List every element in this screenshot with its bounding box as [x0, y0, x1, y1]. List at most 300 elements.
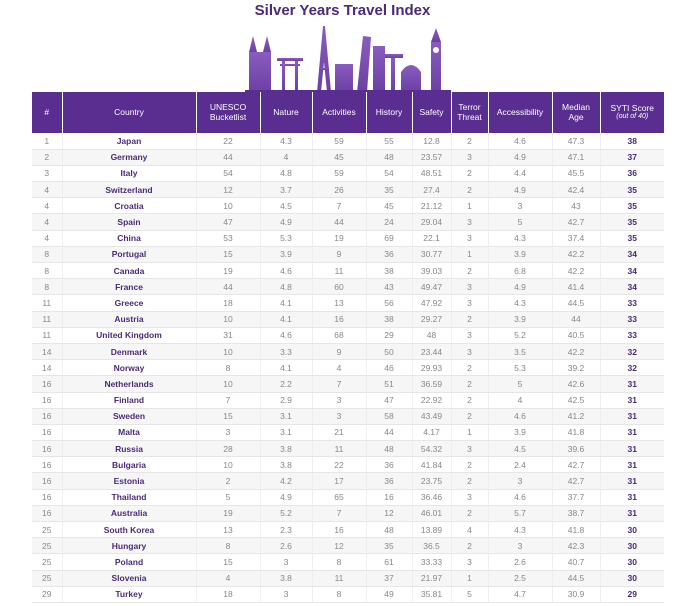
cell-median-age: 42.7 [552, 214, 600, 230]
header-median-age[interactable]: Median Age [552, 92, 600, 133]
cell-terror-threat: 2 [451, 133, 488, 149]
table-row [32, 165, 664, 181]
cell-accessibility: 6.8 [488, 263, 552, 279]
cell-accessibility: 5.7 [488, 505, 552, 521]
table-row [32, 279, 664, 295]
header-history[interactable]: History [366, 92, 412, 133]
cell-median-age: 40.5 [552, 327, 600, 343]
cell-safety: 30.77 [412, 246, 451, 262]
cell-rank: 3 [32, 165, 62, 181]
cell-activities: 16 [312, 522, 366, 538]
cell-history: 36 [366, 473, 412, 489]
cell-unesco: 47 [196, 214, 260, 230]
header-terror-threat[interactable]: Terror Threat [451, 92, 488, 133]
cell-accessibility: 4.6 [488, 408, 552, 424]
cell-rank: 11 [32, 327, 62, 343]
cell-country: Malta [62, 424, 196, 440]
table-row [32, 230, 664, 246]
cell-country: Hungary [62, 538, 196, 554]
cell-syti-score: 30 [600, 570, 664, 586]
cell-safety: 36.5 [412, 538, 451, 554]
cell-median-age: 42.2 [552, 263, 600, 279]
header-accessibility[interactable]: Accessibility [488, 92, 552, 133]
cell-rank: 25 [32, 570, 62, 586]
cell-safety: 29.27 [412, 311, 451, 327]
cell-terror-threat: 2 [451, 182, 488, 198]
cell-rank: 16 [32, 473, 62, 489]
cell-country: Croatia [62, 198, 196, 214]
cell-country: Slovenia [62, 570, 196, 586]
cell-rank: 25 [32, 554, 62, 570]
cell-activities: 19 [312, 230, 366, 246]
cell-nature: 4.9 [260, 489, 312, 505]
cell-rank: 11 [32, 311, 62, 327]
cell-rank: 11 [32, 295, 62, 311]
cell-activities: 8 [312, 586, 366, 602]
table-row [32, 424, 664, 440]
cell-activities: 12 [312, 538, 366, 554]
cell-activities: 45 [312, 149, 366, 165]
cell-history: 37 [366, 570, 412, 586]
cell-safety: 35.81 [412, 586, 451, 602]
cell-history: 43 [366, 279, 412, 295]
cell-nature: 3.1 [260, 424, 312, 440]
cell-nature: 3 [260, 554, 312, 570]
cell-history: 48 [366, 441, 412, 457]
cell-country: Turkey [62, 586, 196, 602]
header-safety[interactable]: Safety [412, 92, 451, 133]
cell-syti-score: 31 [600, 441, 664, 457]
cell-median-age: 41.8 [552, 522, 600, 538]
cell-unesco: 12 [196, 182, 260, 198]
cell-rank: 14 [32, 343, 62, 359]
cell-unesco: 10 [196, 376, 260, 392]
cell-syti-score: 35 [600, 182, 664, 198]
cell-median-age: 37.7 [552, 489, 600, 505]
cell-country: Poland [62, 554, 196, 570]
cell-rank: 8 [32, 279, 62, 295]
cell-history: 16 [366, 489, 412, 505]
cell-country: Switzerland [62, 182, 196, 198]
cell-unesco: 10 [196, 457, 260, 473]
cell-accessibility: 4.6 [488, 489, 552, 505]
table-row [32, 311, 664, 327]
cell-activities: 11 [312, 263, 366, 279]
header-activities[interactable]: Activities [312, 92, 366, 133]
cell-syti-score: 30 [600, 522, 664, 538]
cell-accessibility: 4.7 [488, 586, 552, 602]
cell-safety: 12.8 [412, 133, 451, 149]
cell-nature: 5.2 [260, 505, 312, 521]
cell-history: 29 [366, 327, 412, 343]
cell-country: Thailand [62, 489, 196, 505]
cell-rank: 16 [32, 424, 62, 440]
cell-country: Denmark [62, 343, 196, 359]
cell-country: Russia [62, 441, 196, 457]
cell-median-age: 37.4 [552, 230, 600, 246]
cell-terror-threat: 2 [451, 408, 488, 424]
cell-nature: 5.3 [260, 230, 312, 246]
cell-activities: 13 [312, 295, 366, 311]
cell-rank: 4 [32, 182, 62, 198]
cell-nature: 4.1 [260, 311, 312, 327]
cell-unesco: 5 [196, 489, 260, 505]
cell-syti-score: 31 [600, 489, 664, 505]
cell-country: Sweden [62, 408, 196, 424]
cell-syti-score: 30 [600, 538, 664, 554]
cell-nature: 3.7 [260, 182, 312, 198]
table-body [32, 133, 664, 602]
cell-unesco: 3 [196, 424, 260, 440]
cell-activities: 65 [312, 489, 366, 505]
cell-median-age: 43 [552, 198, 600, 214]
cell-median-age: 42.7 [552, 473, 600, 489]
cell-median-age: 42.7 [552, 457, 600, 473]
cell-accessibility: 4.3 [488, 230, 552, 246]
cell-history: 36 [366, 246, 412, 262]
cell-median-age: 42.3 [552, 538, 600, 554]
cell-syti-score: 30 [600, 554, 664, 570]
cell-median-age: 42.5 [552, 392, 600, 408]
cell-median-age: 39.6 [552, 441, 600, 457]
cell-safety: 54.32 [412, 441, 451, 457]
cell-country: Italy [62, 165, 196, 181]
cell-safety: 29.04 [412, 214, 451, 230]
header-syti-score-label: SYTI Score [610, 102, 654, 113]
table-row [32, 570, 664, 586]
cell-safety: 29.93 [412, 360, 451, 376]
cell-rank: 2 [32, 149, 62, 165]
cell-nature: 4.1 [260, 295, 312, 311]
cell-terror-threat: 5 [451, 586, 488, 602]
cell-median-age: 41.4 [552, 279, 600, 295]
header-unesco[interactable]: UNESCO Bucketlist [196, 92, 260, 133]
cell-country: Germany [62, 149, 196, 165]
cell-safety: 4.17 [412, 424, 451, 440]
cell-history: 58 [366, 408, 412, 424]
cell-median-age: 45.5 [552, 165, 600, 181]
table-row [32, 489, 664, 505]
cell-country: Australia [62, 505, 196, 521]
cell-activities: 3 [312, 408, 366, 424]
cell-terror-threat: 2 [451, 263, 488, 279]
cell-nature: 2.2 [260, 376, 312, 392]
cell-median-age: 41.2 [552, 408, 600, 424]
cell-history: 35 [366, 538, 412, 554]
cell-median-age: 42.4 [552, 182, 600, 198]
cell-median-age: 47.3 [552, 133, 600, 149]
cell-terror-threat: 3 [451, 295, 488, 311]
cell-safety: 21.97 [412, 570, 451, 586]
cell-terror-threat: 2 [451, 392, 488, 408]
cell-history: 36 [366, 457, 412, 473]
cell-unesco: 15 [196, 408, 260, 424]
cell-country: Greece [62, 295, 196, 311]
cell-terror-threat: 3 [451, 149, 488, 165]
cell-country: Japan [62, 133, 196, 149]
cell-syti-score: 34 [600, 263, 664, 279]
cell-terror-threat: 3 [451, 327, 488, 343]
cell-terror-threat: 3 [451, 214, 488, 230]
cell-terror-threat: 2 [451, 457, 488, 473]
cell-terror-threat: 3 [451, 279, 488, 295]
cell-rank: 16 [32, 489, 62, 505]
cell-safety: 41.84 [412, 457, 451, 473]
cell-safety: 22.92 [412, 392, 451, 408]
cell-country: China [62, 230, 196, 246]
cell-rank: 4 [32, 214, 62, 230]
cell-nature: 4.8 [260, 279, 312, 295]
cell-median-age: 41.8 [552, 424, 600, 440]
cell-rank: 1 [32, 133, 62, 149]
table-row [32, 473, 664, 489]
cell-unesco: 19 [196, 263, 260, 279]
cell-unesco: 44 [196, 279, 260, 295]
cell-syti-score: 32 [600, 343, 664, 359]
cell-median-age: 38.7 [552, 505, 600, 521]
cell-history: 55 [366, 133, 412, 149]
cell-safety: 36.46 [412, 489, 451, 505]
cell-safety: 48 [412, 327, 451, 343]
cell-country: Spain [62, 214, 196, 230]
cell-history: 51 [366, 376, 412, 392]
table-row [32, 441, 664, 457]
cell-nature: 4.6 [260, 263, 312, 279]
cell-nature: 2.6 [260, 538, 312, 554]
page-title: Silver Years Travel Index [254, 2, 431, 19]
cell-terror-threat: 2 [451, 311, 488, 327]
cell-syti-score: 35 [600, 214, 664, 230]
cell-terror-threat: 2 [451, 165, 488, 181]
table-row [32, 522, 664, 538]
header-country[interactable]: Country [62, 92, 196, 133]
table-row [32, 327, 664, 343]
cell-rank: 16 [32, 441, 62, 457]
cell-syti-score: 31 [600, 457, 664, 473]
cell-safety: 23.75 [412, 473, 451, 489]
cell-history: 48 [366, 149, 412, 165]
cell-activities: 22 [312, 457, 366, 473]
cell-accessibility: 4 [488, 392, 552, 408]
header-syti-score-sub: (out of 40) [616, 113, 649, 121]
cell-country: Bulgaria [62, 457, 196, 473]
cell-rank: 16 [32, 376, 62, 392]
table-row [32, 554, 664, 570]
cell-nature: 3.8 [260, 570, 312, 586]
cell-terror-threat: 2 [451, 473, 488, 489]
cell-terror-threat: 4 [451, 522, 488, 538]
cell-unesco: 18 [196, 586, 260, 602]
cell-country: Finland [62, 392, 196, 408]
header-rank[interactable]: # [32, 92, 62, 133]
cell-terror-threat: 3 [451, 554, 488, 570]
cell-activities: 26 [312, 182, 366, 198]
cell-syti-score: 36 [600, 165, 664, 181]
cell-nature: 4.2 [260, 473, 312, 489]
table-row [32, 214, 664, 230]
cell-activities: 68 [312, 327, 366, 343]
cell-history: 35 [366, 182, 412, 198]
table-row [32, 538, 664, 554]
cell-nature: 3.8 [260, 441, 312, 457]
cell-unesco: 8 [196, 538, 260, 554]
cell-activities: 21 [312, 424, 366, 440]
cell-unesco: 7 [196, 392, 260, 408]
cell-rank: 25 [32, 538, 62, 554]
cell-syti-score: 34 [600, 246, 664, 262]
cell-activities: 11 [312, 441, 366, 457]
cell-accessibility: 4.9 [488, 149, 552, 165]
cell-accessibility: 3.9 [488, 424, 552, 440]
cell-syti-score: 31 [600, 376, 664, 392]
cell-accessibility: 5.2 [488, 327, 552, 343]
cell-history: 49 [366, 586, 412, 602]
cell-history: 56 [366, 295, 412, 311]
cell-terror-threat: 3 [451, 343, 488, 359]
cell-nature: 2.3 [260, 522, 312, 538]
cell-unesco: 31 [196, 327, 260, 343]
cell-median-age: 42.2 [552, 343, 600, 359]
cell-rank: 8 [32, 246, 62, 262]
cell-unesco: 10 [196, 343, 260, 359]
cell-safety: 22.1 [412, 230, 451, 246]
cell-country: Canada [62, 263, 196, 279]
header-syti-score[interactable] [600, 92, 664, 133]
cell-country: Portugal [62, 246, 196, 262]
cell-unesco: 54 [196, 165, 260, 181]
cell-nature: 4.5 [260, 198, 312, 214]
cell-nature: 4.3 [260, 133, 312, 149]
cell-unesco: 44 [196, 149, 260, 165]
cell-terror-threat: 1 [451, 198, 488, 214]
cell-terror-threat: 3 [451, 441, 488, 457]
cell-median-age: 44.5 [552, 570, 600, 586]
cell-safety: 33.33 [412, 554, 451, 570]
cell-nature: 3.9 [260, 246, 312, 262]
table-row [32, 360, 664, 376]
cell-unesco: 13 [196, 522, 260, 538]
table-row [32, 408, 664, 424]
cell-history: 47 [366, 392, 412, 408]
cell-terror-threat: 3 [451, 230, 488, 246]
cell-terror-threat: 1 [451, 570, 488, 586]
cell-country: France [62, 279, 196, 295]
cell-safety: 43.49 [412, 408, 451, 424]
cell-nature: 2.9 [260, 392, 312, 408]
cell-activities: 7 [312, 376, 366, 392]
cell-rank: 8 [32, 263, 62, 279]
cell-safety: 47.92 [412, 295, 451, 311]
cell-activities: 44 [312, 214, 366, 230]
table-row [32, 457, 664, 473]
cell-terror-threat: 3 [451, 489, 488, 505]
cell-safety: 21.12 [412, 198, 451, 214]
cell-nature: 3 [260, 586, 312, 602]
cell-accessibility: 3 [488, 198, 552, 214]
cell-nature: 4.6 [260, 327, 312, 343]
cell-syti-score: 35 [600, 230, 664, 246]
cell-activities: 59 [312, 165, 366, 181]
cell-safety: 49.47 [412, 279, 451, 295]
cell-history: 45 [366, 198, 412, 214]
cell-syti-score: 31 [600, 505, 664, 521]
cell-unesco: 18 [196, 295, 260, 311]
cell-safety: 27.4 [412, 182, 451, 198]
cell-history: 12 [366, 505, 412, 521]
cell-unesco: 15 [196, 246, 260, 262]
cell-accessibility: 2.5 [488, 570, 552, 586]
table-row [32, 376, 664, 392]
cell-terror-threat: 2 [451, 505, 488, 521]
cell-activities: 7 [312, 198, 366, 214]
cell-rank: 16 [32, 505, 62, 521]
cell-accessibility: 4.9 [488, 182, 552, 198]
table-row [32, 149, 664, 165]
cell-unesco: 4 [196, 570, 260, 586]
cell-accessibility: 2.4 [488, 457, 552, 473]
cell-activities: 9 [312, 343, 366, 359]
cell-rank: 16 [32, 457, 62, 473]
cell-history: 44 [366, 424, 412, 440]
cell-activities: 16 [312, 311, 366, 327]
cell-rank: 4 [32, 198, 62, 214]
cell-history: 38 [366, 263, 412, 279]
cell-accessibility: 3 [488, 538, 552, 554]
cell-median-age: 42.6 [552, 376, 600, 392]
cell-terror-threat: 2 [451, 376, 488, 392]
cell-country: South Korea [62, 522, 196, 538]
cell-accessibility: 4.5 [488, 441, 552, 457]
cell-history: 38 [366, 311, 412, 327]
cell-safety: 36.59 [412, 376, 451, 392]
cell-syti-score: 34 [600, 279, 664, 295]
cell-median-age: 39.2 [552, 360, 600, 376]
header-nature[interactable]: Nature [260, 92, 312, 133]
table-row [32, 505, 664, 521]
cell-history: 24 [366, 214, 412, 230]
cell-syti-score: 32 [600, 360, 664, 376]
landmarks-skyline-illustration [245, 22, 451, 92]
cell-activities: 7 [312, 505, 366, 521]
cell-terror-threat: 2 [451, 360, 488, 376]
cell-rank: 29 [32, 586, 62, 602]
cell-accessibility: 3.9 [488, 311, 552, 327]
cell-median-age: 47.1 [552, 149, 600, 165]
cell-syti-score: 29 [600, 586, 664, 602]
cell-accessibility: 5.3 [488, 360, 552, 376]
cell-accessibility: 4.6 [488, 133, 552, 149]
cell-accessibility: 3.5 [488, 343, 552, 359]
cell-syti-score: 31 [600, 424, 664, 440]
cell-median-age: 30.9 [552, 586, 600, 602]
cell-syti-score: 31 [600, 392, 664, 408]
table-row [32, 246, 664, 262]
cell-country: Austria [62, 311, 196, 327]
cell-syti-score: 38 [600, 133, 664, 149]
cell-nature: 4.1 [260, 360, 312, 376]
cell-country: Norway [62, 360, 196, 376]
cell-country: Estonia [62, 473, 196, 489]
table-row [32, 198, 664, 214]
cell-history: 50 [366, 343, 412, 359]
table-row [32, 295, 664, 311]
cell-unesco: 22 [196, 133, 260, 149]
travel-index-table [32, 92, 664, 603]
cell-rank: 25 [32, 522, 62, 538]
cell-activities: 17 [312, 473, 366, 489]
cell-median-age: 44 [552, 311, 600, 327]
cell-syti-score: 33 [600, 295, 664, 311]
